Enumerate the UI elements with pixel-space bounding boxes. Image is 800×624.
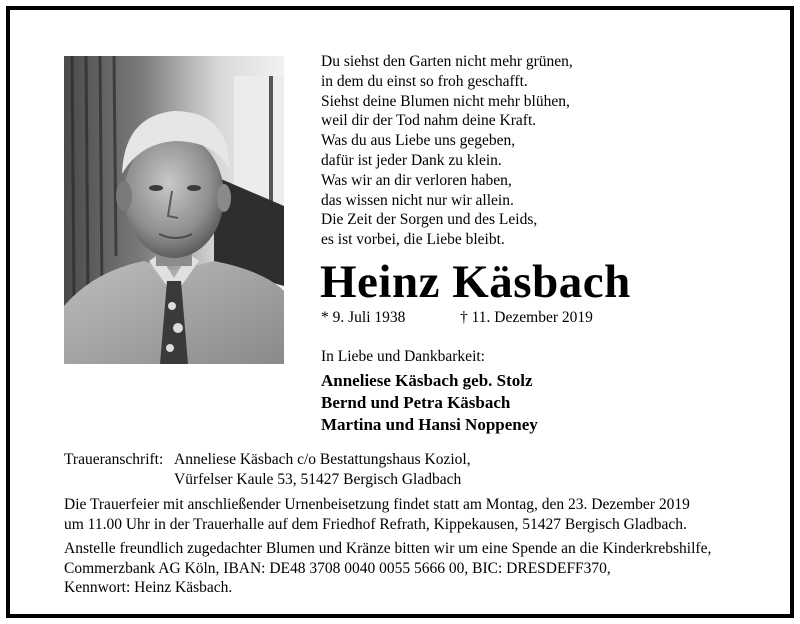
ceremony-line: um 11.00 Uhr in der Trauerhalle auf dem Friedhof Refrath, Kippekausen, 51427 Bergisch Gladbach. (64, 515, 687, 533)
address-line: Anneliese Käsbach c/o Bestattungshaus Koziol, (174, 451, 471, 468)
poem-line: es ist vorbei, die Liebe bleibt. (321, 231, 505, 249)
thanks-line: In Liebe und Dankbarkeit: (321, 348, 485, 365)
ceremony-line: Die Trauerfeier mit anschließender Urnenbeisetzung findet statt am Montag, den 23. Dezember 2019 (64, 496, 690, 513)
poem-line: dafür ist jeder Dank zu klein. (321, 151, 502, 169)
donation-line: Kennwort: Heinz Käsbach. (64, 579, 233, 597)
address-line: Vürfelser Kaule 53, 51427 Bergisch Gladbach (174, 470, 462, 488)
poem-line: in dem du einst so froh geschafft. (321, 72, 528, 90)
poem-line: Du siehst den Garten nicht mehr grünen, (321, 53, 573, 70)
poem-line: Was du aus Liebe uns gegeben, (321, 132, 516, 150)
portrait-photo (64, 56, 284, 364)
death-date: † 11. Dezember 2019 (460, 309, 593, 326)
poem-line: das wissen nicht nur wir allein. (321, 191, 514, 209)
mourner-name: Bernd und Petra Käsbach (321, 393, 511, 412)
ceremony-info (64, 495, 690, 534)
donation-line: Anstelle freundlich zugedachter Blumen und Kränze bitten wir um eine Spende an die Kinderkrebshilfe, (64, 540, 712, 557)
poem-line: Was wir an dir verloren haben, (321, 171, 512, 189)
address-label: Traueranschrift: (64, 451, 164, 468)
memorial-poem (321, 52, 761, 250)
donation-line: Commerzbank AG Köln, IBAN: DE48 3708 0040 0055 5666 00, BIC: DRESDEFF370, (64, 559, 611, 577)
birth-date: * 9. Juli 1938 (321, 309, 406, 326)
obituary-notice (6, 6, 794, 618)
poem-line: Siehst deine Blumen nicht mehr blühen, (321, 92, 570, 110)
mourners-list (321, 370, 538, 436)
donation-info (64, 539, 711, 598)
poem-line: Die Zeit der Sorgen und des Leids, (321, 211, 538, 229)
poem-line: weil dir der Tod nahm deine Kraft. (321, 112, 537, 130)
mourner-name: Anneliese Käsbach geb. Stolz (321, 371, 533, 390)
mourning-address (64, 450, 471, 489)
mourner-name: Martina und Hansi Noppeney (321, 415, 538, 434)
deceased-name: Heinz Käsbach (320, 256, 631, 308)
